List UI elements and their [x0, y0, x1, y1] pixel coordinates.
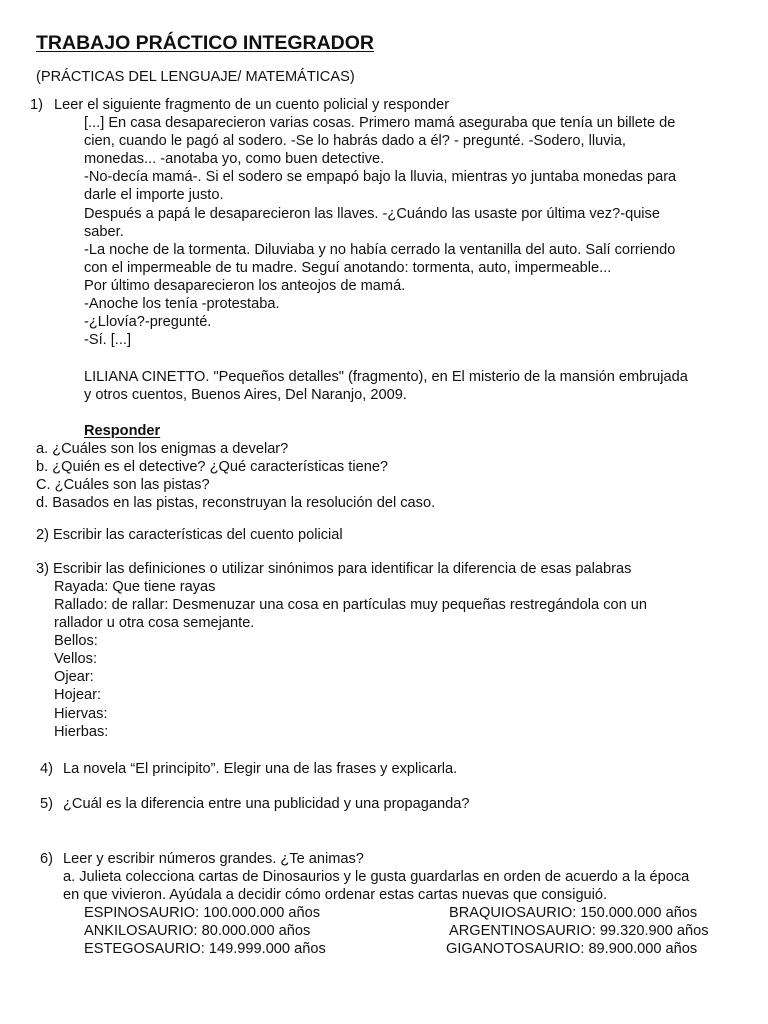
q3-word: Ojear: — [54, 669, 94, 685]
q1-fragment-line: -Sí. [...] — [84, 332, 132, 348]
q1-prompt: Leer el siguiente fragmento de un cuento policial y responder — [54, 97, 450, 113]
q1-question: a. ¿Cuáles son los enigmas a develar? — [36, 441, 289, 457]
respond-heading: Responder — [84, 423, 161, 439]
q1-fragment-line: [...] En casa desaparecieron varias cosas. Primero mamá aseguraba que tenía un billete de — [84, 115, 676, 131]
dino-card: BRAQUIOSAURIO: 150.000.000 años — [449, 905, 698, 921]
q1-fragment-line: -La noche de la tormenta. Diluviaba y no había cerrado la ventanilla del auto. Salí corriendo — [84, 242, 676, 258]
q3-rayada: Rayada: Que tiene rayas — [54, 579, 216, 595]
dino-card: ESTEGOSAURIO: 149.999.000 años — [84, 941, 326, 957]
q1-fragment-line: cien, cuando le pagó al sodero. -Se lo habrás dado a él? - pregunté. -Sodero, lluvia, — [84, 133, 626, 149]
q1-fragment-line: monedas... -anotaba yo, como buen detective. — [84, 151, 385, 167]
dino-card: ESPINOSAURIO: 100.000.000 años — [84, 905, 321, 921]
q3-word: Hiervas: — [54, 706, 108, 722]
q5-number: 5) — [40, 796, 53, 812]
q1-fragment-line: darle el importe justo. — [84, 187, 224, 203]
dino-card: ARGENTINOSAURIO: 99.320.900 años — [449, 923, 709, 939]
q1-question: b. ¿Quién es el detective? ¿Qué características tiene? — [36, 459, 389, 475]
q1-citation-line: y otros cuentos, Buenos Aires, Del Naranjo, 2009. — [84, 387, 407, 403]
document-title: TRABAJO PRÁCTICO INTEGRADOR — [36, 32, 375, 54]
q3-word: Vellos: — [54, 651, 97, 667]
q6-prompt: Leer y escribir números grandes. ¿Te animas? — [63, 851, 364, 867]
q3-word: Hierbas: — [54, 724, 109, 740]
q1-fragment-line: -Anoche los tenía -protestaba. — [84, 296, 280, 312]
q1-fragment-line: -No-decía mamá-. Si el sodero se empapó bajo la lluvia, mientras yo juntaba monedas para — [84, 169, 677, 185]
q3-word: Hojear: — [54, 687, 102, 703]
dino-card: GIGANOTOSAURIO: 89.900.000 años — [446, 941, 698, 957]
q3-prompt: 3) Escribir las definiciones o utilizar sinónimos para identificar la diferencia de esas palabras — [36, 561, 632, 577]
q1-fragment-line: con el impermeable de tu madre. Seguí anotando: tormenta, auto, impermeable... — [84, 260, 612, 276]
q1-question: C. ¿Cuáles son las pistas? — [36, 477, 210, 493]
q1-number: 1) — [30, 97, 43, 113]
q3-rallado-line: rallador u otra cosa semejante. — [54, 615, 255, 631]
q1-fragment-line: saber. — [84, 224, 124, 240]
q5-text: ¿Cuál es la diferencia entre una publicidad y una propaganda? — [63, 796, 470, 812]
q6-number: 6) — [40, 851, 53, 867]
q6-statement-line: a. Julieta colecciona cartas de Dinosaurios y le gusta guardarlas en orden de acuerdo a la época — [63, 869, 690, 885]
q4-text: La novela “El principito”. Elegir una de las frases y explicarla. — [63, 761, 458, 777]
q4-number: 4) — [40, 761, 53, 777]
q1-fragment-line: Después a papá le desaparecieron las llaves. -¿Cuándo las usaste por última vez?-quise — [84, 206, 660, 222]
document-subtitle: (PRÁCTICAS DEL LENGUAJE/ MATEMÁTICAS) — [36, 69, 355, 85]
q1-question: d. Basados en las pistas, reconstruyan la resolución del caso. — [36, 495, 436, 511]
q3-word: Bellos: — [54, 633, 98, 649]
q3-rallado-line: Rallado: de rallar: Desmenuzar una cosa en partículas muy pequeñas restregándola con un — [54, 597, 648, 613]
q1-fragment-line: -¿Llovía?-pregunté. — [84, 314, 212, 330]
q6-statement-line: en que vivieron. Ayúdala a decidir cómo ordenar estas cartas nuevas que consiguió. — [63, 887, 608, 903]
dino-card: ANKILOSAURIO: 80.000.000 años — [84, 923, 311, 939]
q1-fragment-line: Por último desaparecieron los anteojos de mamá. — [84, 278, 406, 294]
q1-citation-line: LILIANA CINETTO. "Pequeños detalles" (fragmento), en El misterio de la mansión embrujada — [84, 369, 688, 385]
q2-text: 2) Escribir las características del cuento policial — [36, 527, 343, 543]
